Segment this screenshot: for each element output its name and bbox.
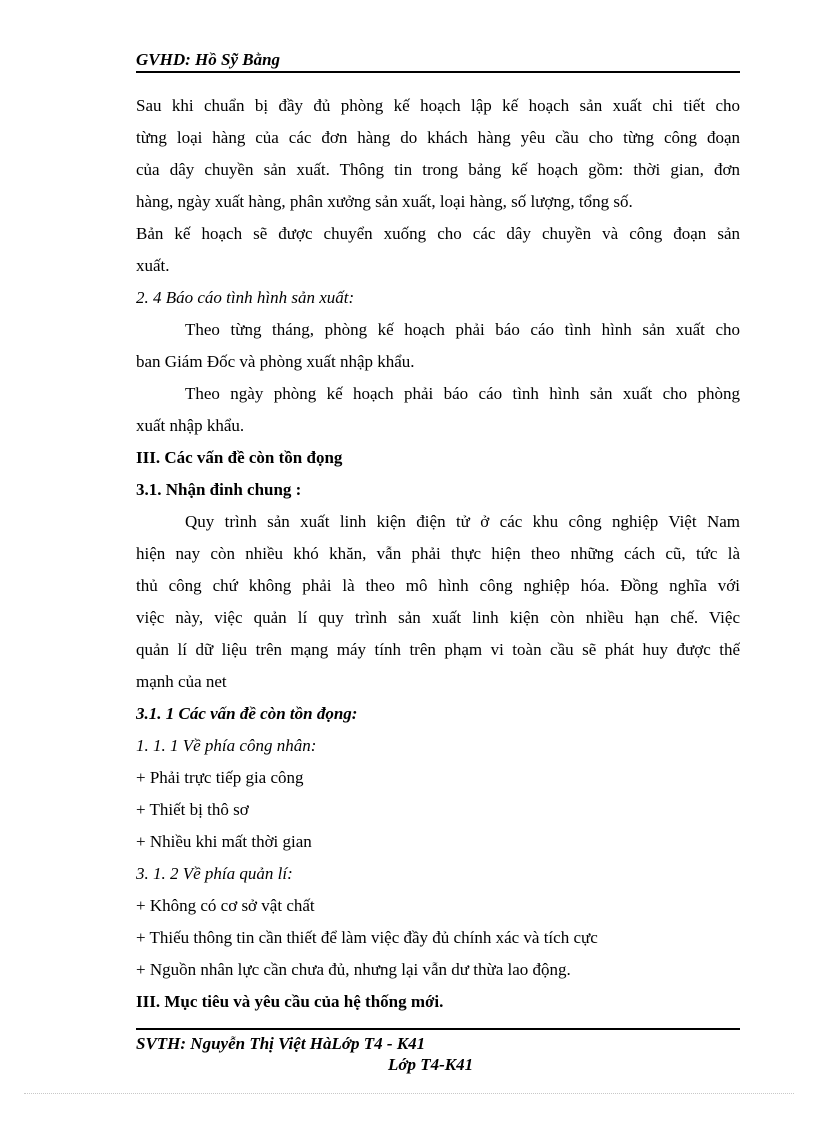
paragraph-line: Sau khi chuẩn bị đầy đủ phòng kế hoạch lập kế hoạch sản xuất chi tiết cho <box>136 96 740 115</box>
paragraph-line: hiện nay còn nhiều khó khăn, vẫn phải thực hiện theo những cách cũ, tức là <box>136 544 740 563</box>
subsection-heading: 2. 4 Báo cáo tình hình sản xuất: <box>136 288 355 307</box>
paragraph-line: xuất. <box>136 256 170 275</box>
section-heading: III. Các vấn đề còn tồn đọng <box>136 448 343 467</box>
document-body <box>136 90 740 1018</box>
paragraph-line: thủ công chứ không phải là theo mô hình công nghiệp hóa. Đồng nghĩa với <box>136 576 740 595</box>
list-item: + Thiết bị thô sơ <box>136 800 249 819</box>
page-footer-class: Lớp T4-K41 <box>388 1055 474 1074</box>
list-item: + Phải trực tiếp gia công <box>136 768 304 787</box>
paragraph-line: Bản kế hoạch sẽ được chuyển xuống cho các dây chuyền và công đoạn sản <box>136 224 740 243</box>
paragraph-line: Quy trình sản xuất linh kiện điện tử ở các khu công nghiệp Việt Nam <box>185 512 740 531</box>
paragraph-line: xuất nhập khẩu. <box>136 416 245 435</box>
section-heading: 3.1. Nhận đinh chung : <box>136 480 302 499</box>
paragraph-line: việc này, việc quản lí quy trình sản xuất linh kiện còn nhiều hạn chế. Việc <box>136 608 740 627</box>
list-item: + Không có cơ sở vật chất <box>136 896 315 915</box>
list-item: + Nguồn nhân lực cần chưa đủ, nhưng lại vẫn dư thừa lao động. <box>136 960 571 979</box>
paragraph-line: của dây chuyền sản xuất. Thông tin trong bảng kế hoạch gồm: thời gian, đơn <box>136 160 740 179</box>
paragraph-line: quản lí dữ liệu trên mạng máy tính trên phạm vi toàn cầu sẽ phát huy được thế <box>136 640 740 659</box>
section-heading: III. Mục tiêu và yêu cầu của hệ thống mới. <box>136 992 444 1011</box>
subsection-heading: 3. 1. 2 Về phía quản lí: <box>136 864 293 883</box>
paragraph-line: mạnh của net <box>136 672 227 691</box>
paragraph-line: Theo ngày phòng kế hoạch phải báo cáo tình hình sản xuất cho phòng <box>185 384 740 403</box>
list-item: + Thiếu thông tin cần thiết để làm việc đầy đủ chính xác và tích cực <box>136 928 598 947</box>
page-header: GVHD: Hồ Sỹ Bằng <box>136 50 740 73</box>
footer-rule <box>136 1028 740 1030</box>
list-item: + Nhiều khi mất thời gian <box>136 832 312 851</box>
paragraph-line: hàng, ngày xuất hàng, phân xưởng sản xuất, loại hàng, số lượng, tổng số. <box>136 192 633 211</box>
page-boundary <box>24 1093 794 1094</box>
paragraph-line: ban Giám Đốc và phòng xuất nhập khẩu. <box>136 352 415 371</box>
page-footer-author: SVTH: Nguyễn Thị Việt HàLớp T4 - K41 <box>136 1034 426 1053</box>
subsection-heading: 1. 1. 1 Về phía công nhân: <box>136 736 317 755</box>
paragraph-line: Theo từng tháng, phòng kế hoạch phải báo cáo tình hình sản xuất cho <box>185 320 740 339</box>
subsection-heading: 3.1. 1 Các vấn đề còn tồn đọng: <box>136 704 358 723</box>
paragraph-line: từng loại hàng của các đơn hàng do khách hàng yêu cầu cho từng công đoạn <box>136 128 740 147</box>
